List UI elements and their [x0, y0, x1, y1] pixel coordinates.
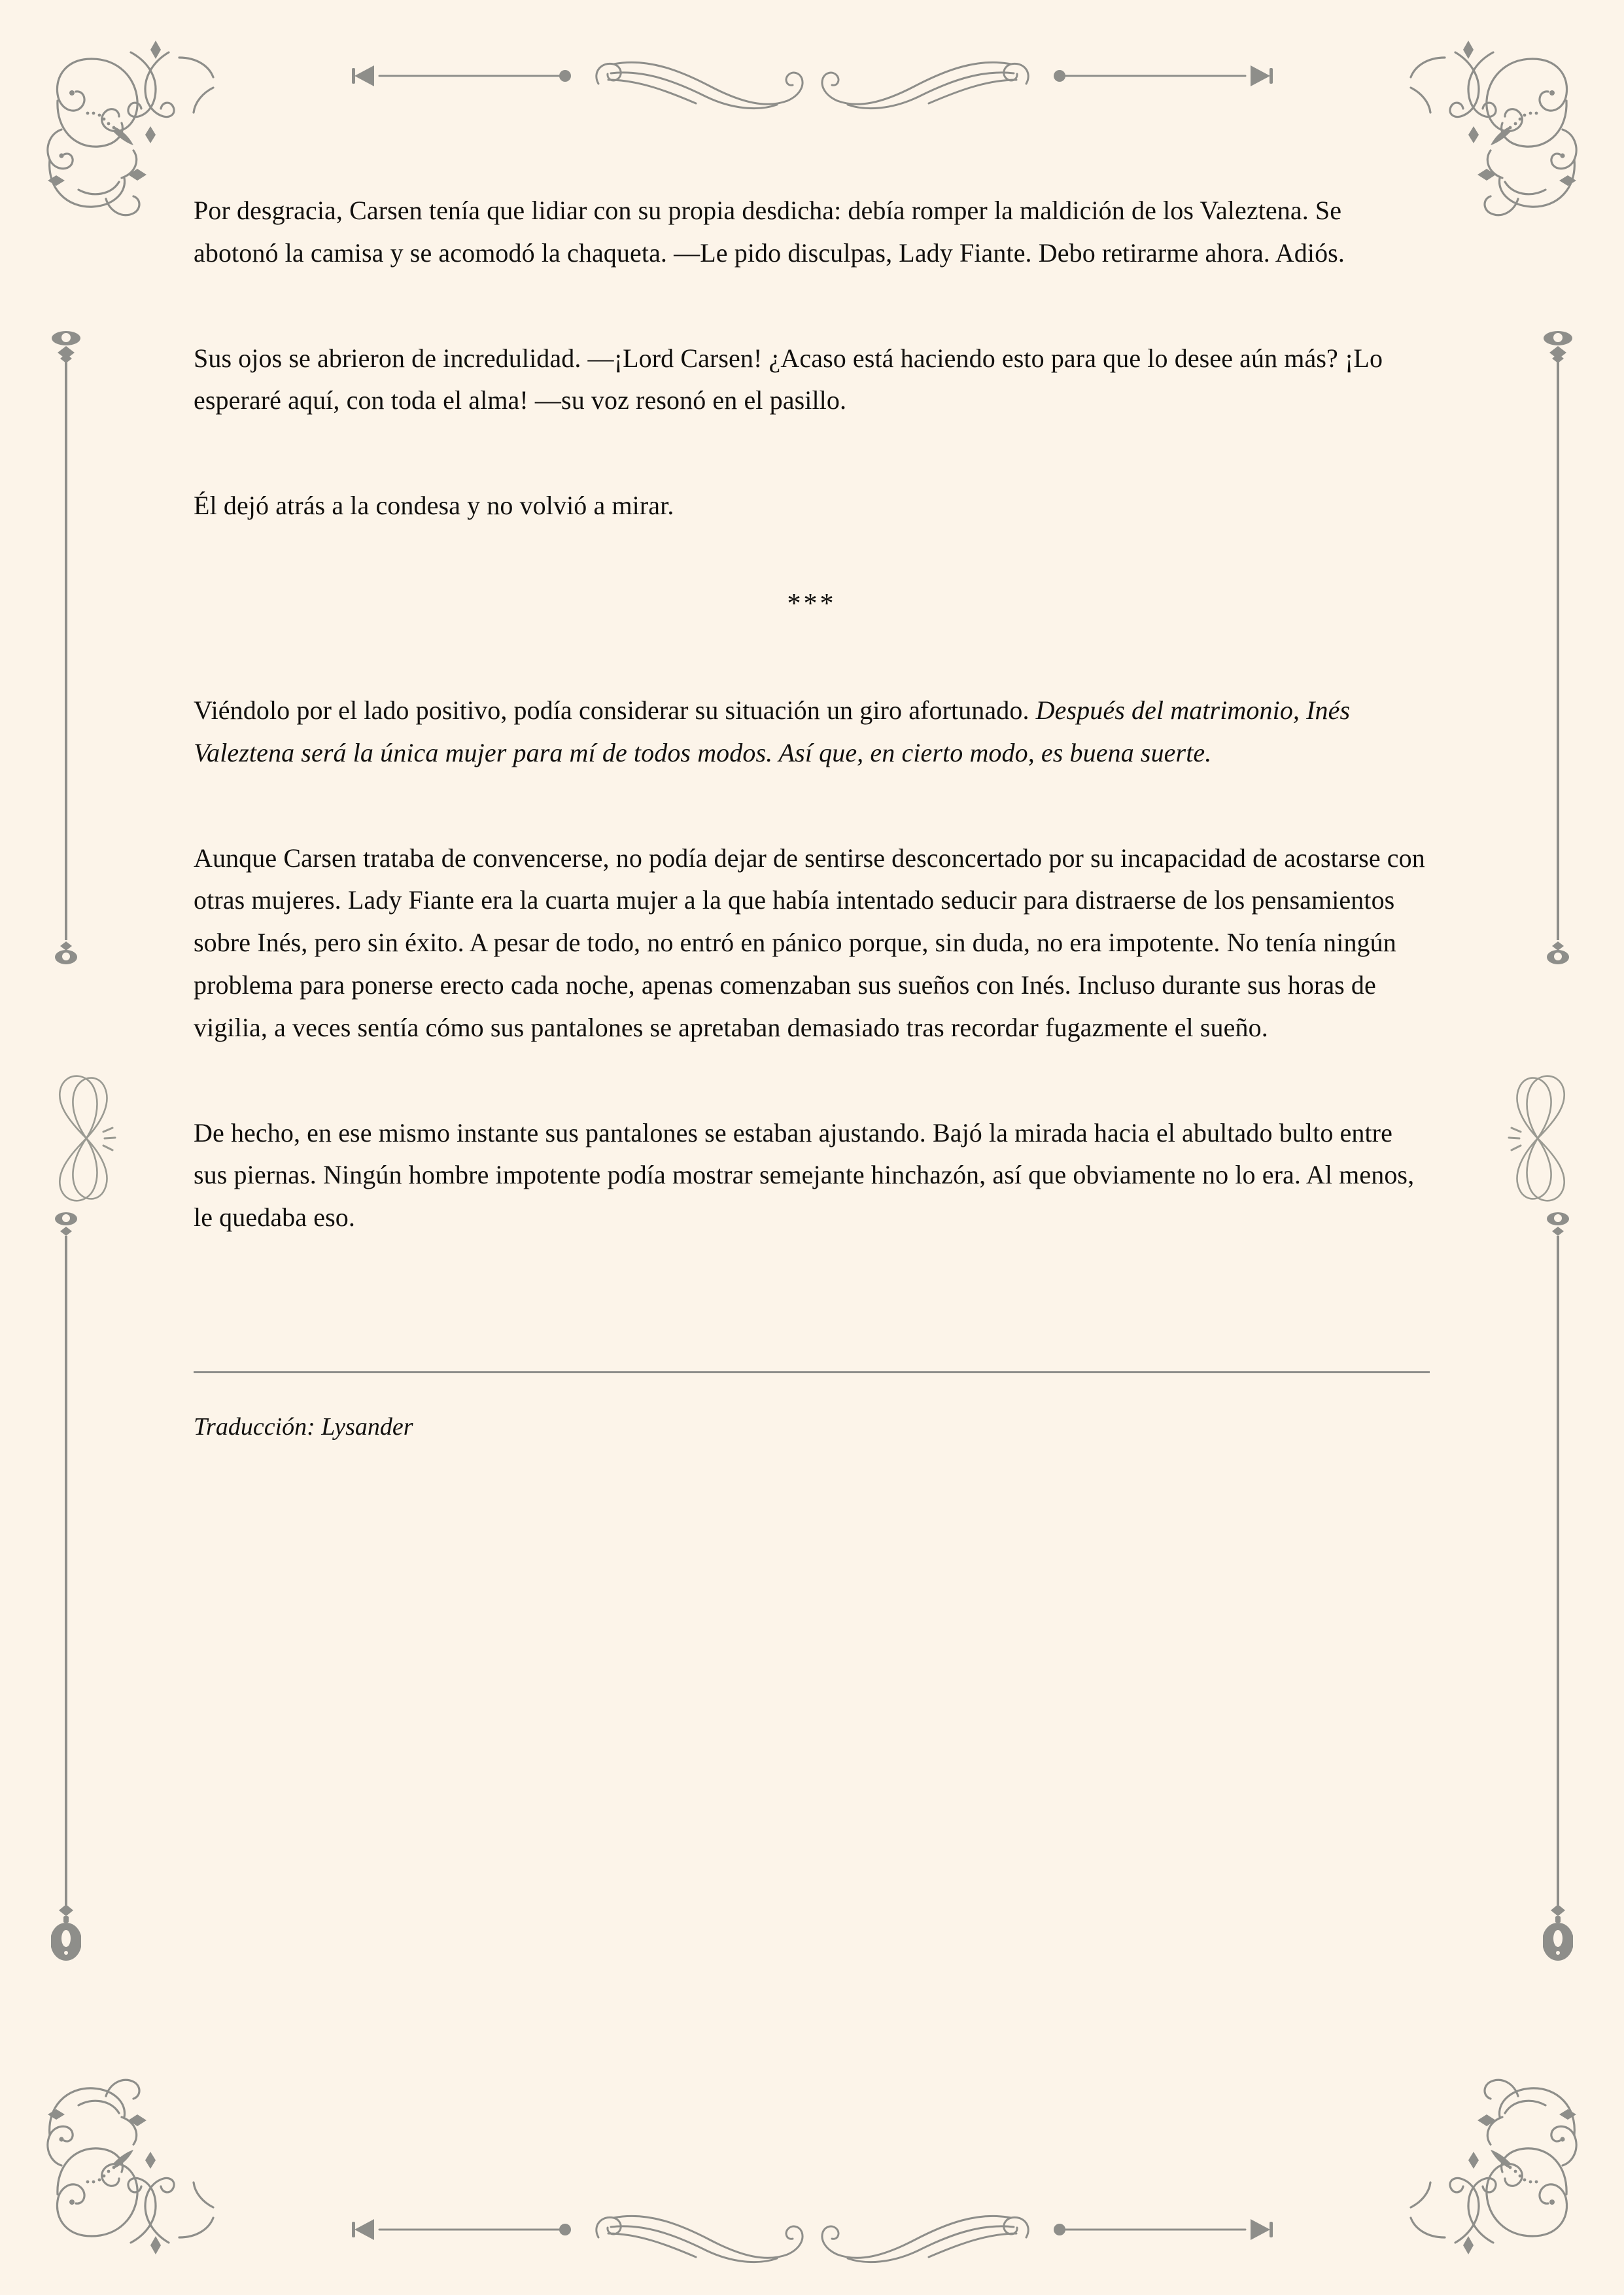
body-paragraph-4-italic-text: Después del matrimonio, Inés Valeztena será la única mujer para mí de todos modos. Así que, en cierto modo, es buena suerte. [194, 695, 1351, 767]
body-paragraph-3: Él dejó atrás a la condesa y no volvió a mirar. [194, 491, 674, 521]
body-paragraph-4 [194, 690, 1430, 775]
horizontal-flourish-ornament-bottom [340, 2199, 1285, 2265]
infinity-knot-ornament-left [47, 1060, 126, 1217]
vertical-rod-ornament-left-lower [51, 1207, 81, 1979]
body-paragraph-5: Aunque Carsen trataba de convencerse, no podía dejar de sentirse desconcertado por su incapacidad de acostarse con otras mujeres. Lady Fiante era la cuarta mujer a la que había intentado seducir para distraerse de los pensamientos sobre Inés, pero sin éxito. A pesar de todo, no entró en pánico porque, sin duda, no era impotente. No tenía ningún problema para ponerse erecto cada noche, apenas comenzaban sus sueños con Inés. Incluso durante sus horas de vigilia, a veces sentía cómo sus pantalones se apretaban demasiado tras recordar fugazmente el sueño. [194, 843, 1425, 1042]
document-body [194, 190, 1430, 1446]
translation-credit: Traducción: Lysander [194, 1412, 413, 1441]
infinity-knot-ornament-right [1498, 1060, 1577, 1217]
scene-break-divider: *** [787, 588, 837, 619]
body-paragraph-4-roman-text: Viéndolo por el lado positivo, podía considerar su situación un giro afortunado. [194, 695, 1036, 725]
vertical-rod-ornament-right-lower [1543, 1207, 1573, 1979]
body-paragraph-2: Sus ojos se abrieron de incredulidad. —¡Lord Carsen! ¿Acaso está haciendo esto para que lo desee aún más? ¡Lo esperaré aquí, con toda el alma! —su voz resonó en el pasillo. [194, 343, 1383, 415]
body-paragraph-6: De hecho, en ese mismo instante sus pantalones se estaban ajustando. Bajó la mirada hacia el abultado bulto entre sus piernas. Ningún hombre impotente podía mostrar semejante hinchazón, así que obviamente no lo era. Al menos, le quedaba eso. [194, 1117, 1415, 1233]
footer-divider-rule [194, 1371, 1430, 1373]
vertical-rod-ornament-right-upper [1543, 324, 1573, 978]
body-paragraph-1: Por desgracia, Carsen tenía que lidiar con su propia desdicha: debía romper la maldición de los Valeztena. Se abotonó la camisa y se acomodó la chaqueta. —Le pido disculpas, Lady Fiante. Debo retirarme ahora. Adiós. [194, 196, 1345, 268]
footer-spacer [194, 1302, 1430, 1337]
horizontal-flourish-ornament-top [340, 46, 1285, 111]
corner-flourish-ornament-bottom-left [38, 2067, 228, 2257]
corner-flourish-ornament-bottom-right [1396, 2067, 1586, 2257]
vertical-rod-ornament-left-upper [51, 324, 81, 978]
